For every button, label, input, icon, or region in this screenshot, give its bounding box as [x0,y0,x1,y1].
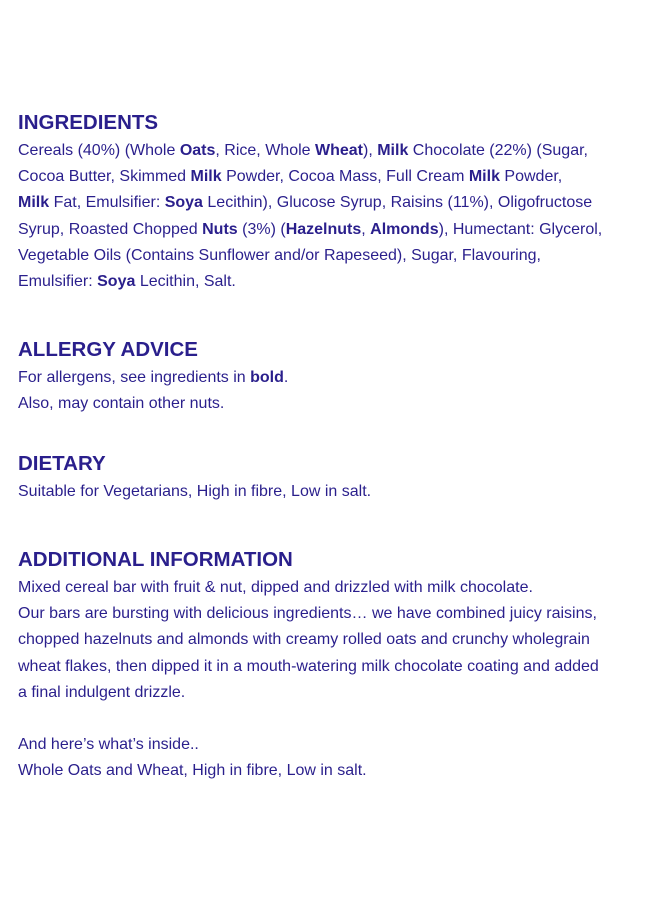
allergy-advice-section [18,337,650,417]
allergen-highlight: Wheat [315,142,363,159]
text-line [18,758,650,784]
text-run: Emulsifier: [18,273,98,291]
allergen-highlight: Nuts [202,220,238,238]
text-line [18,138,650,164]
text-run: Our bars are bursting with delicious ingredients… we have combined juicy raisins, [18,605,597,623]
text-line [18,164,650,190]
blank-line [18,706,650,732]
text-run: a final indulgent drizzle. [18,683,186,701]
text-line [18,365,650,391]
allergen-highlight: bold [250,369,284,386]
text-run: Also, may contain other nuts. [18,395,225,413]
allergen-highlight: Soya [97,273,136,291]
text-run: Whole Oats and Wheat, High in fibre, Low in salt. [18,762,367,780]
text-run: Syrup, Roasted Chopped [18,220,203,238]
text-line [18,627,650,653]
text-run: , [361,220,371,238]
dietary-heading: DIETARY [18,452,106,475]
allergen-highlight: Milk [377,142,409,159]
additional-information-text [18,575,650,785]
text-line [18,732,650,758]
text-run: wheat flakes, then dipped it in a mouth-watering milk chocolate coating and added [18,657,599,675]
ingredients-section [18,110,650,295]
text-line [18,190,650,216]
allergen-highlight: Hazelnuts [285,220,362,238]
allergen-highlight: Milk [190,168,222,186]
allergen-highlight: Almonds [370,220,439,238]
text-run: Lecithin), Glucose Syrup, Raisins (11%), Oligofructose [202,194,593,212]
text-line [18,680,650,706]
allergen-highlight: Soya [164,194,203,212]
ingredients-heading: INGREDIENTS [18,111,159,134]
text-run: Suitable for Vegetarians, High in fibre, Low in salt. [18,483,372,500]
additional-information-heading: ADDITIONAL INFORMATION [18,548,293,571]
text-line [18,391,650,417]
text-line [18,654,650,680]
text-run: . [283,369,289,386]
allergen-highlight: Milk [18,194,50,212]
text-run: , Rice, Whole [215,142,315,159]
text-line [18,575,650,601]
text-run: chopped hazelnuts and almonds with creamy rolled oats and crunchy wholegrain [18,631,590,649]
dietary-text [18,479,650,505]
text-run: Chocolate (22%) (Sugar, [408,142,588,159]
dietary-section [18,451,650,505]
text-run: And here’s what’s inside.. [18,736,199,754]
text-run: Fat, Emulsifier: [49,194,165,212]
text-run: Powder, Cocoa Mass, Full Cream [221,168,469,186]
text-line [18,601,650,627]
text-line [18,217,650,243]
allergen-highlight: Oats [179,142,216,159]
text-run: Mixed cereal bar with fruit & nut, dipped and drizzled with milk chocolate. [18,579,533,596]
allergy-advice-text [18,365,650,417]
additional-information-section [18,547,650,785]
allergen-highlight: Milk [468,168,500,186]
text-run: For allergens, see ingredients in [18,369,251,386]
text-run: ), [363,142,378,159]
text-line [18,269,650,295]
text-run: Cereals (40%) (Whole [18,142,180,159]
text-run: (3%) ( [237,220,286,238]
text-run: Cocoa Butter, Skimmed [18,168,191,186]
text-run: Lecithin, Salt. [135,273,236,291]
text-line [18,479,650,505]
allergy-advice-heading: ALLERGY ADVICE [18,338,198,361]
text-run: Powder, [499,168,563,186]
text-run: Vegetable Oils (Contains Sunflower and/or Rapeseed), Sugar, Flavouring, [18,246,541,264]
text-run: ), Humectant: Glycerol, [438,220,603,238]
ingredients-text [18,138,650,295]
text-line [18,243,650,269]
